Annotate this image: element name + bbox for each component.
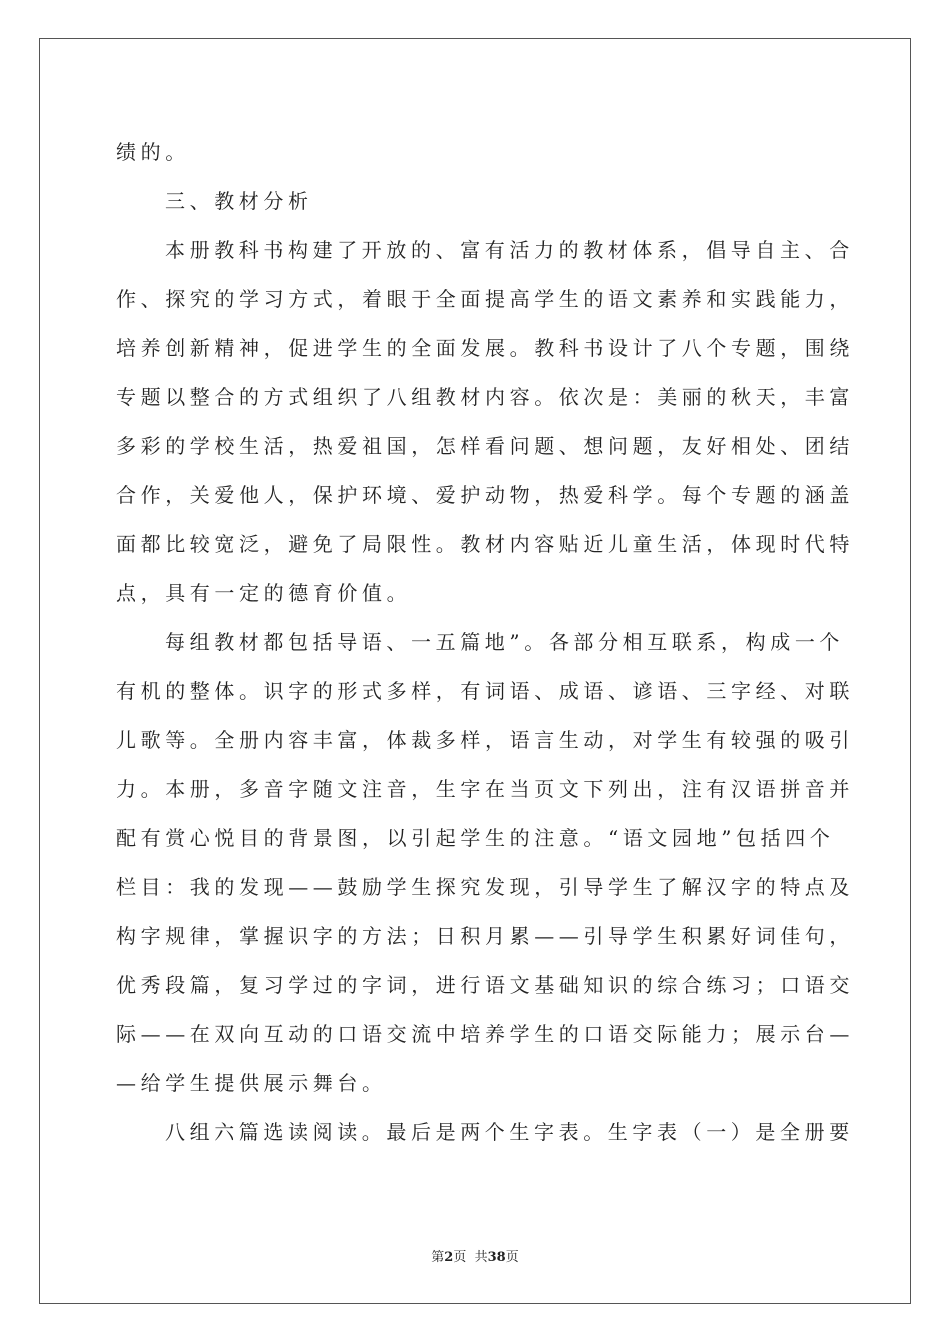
text-line: 合作，关爱他人，保护环境、爱护动物，热爱科学。每个专题的涵盖 bbox=[116, 483, 854, 507]
text-line: 儿歌等。全册内容丰富，体裁多样，语言生动，对学生有较强的吸引 bbox=[116, 728, 854, 752]
text-line: 绩的。 bbox=[116, 140, 190, 164]
current-page-number: 2 bbox=[444, 1250, 454, 1265]
text-line: 八组六篇选读阅读。最后是两个生字表。生字表（一）是全册要 bbox=[165, 1120, 854, 1144]
document-body bbox=[116, 128, 854, 1157]
text-line: 专题以整合的方式组织了八组教材内容。依次是：美丽的秋天，丰富 bbox=[116, 385, 854, 409]
text-line: 多彩的学校生活，热爱祖国，怎样看问题、想问题，友好相处、团结 bbox=[116, 434, 854, 458]
page-footer bbox=[0, 1246, 950, 1265]
total-page-count: 38 bbox=[487, 1250, 506, 1265]
text-line: 力。本册，多音字随文注音，生字在当页文下列出，注有汉语拼音并 bbox=[116, 777, 854, 801]
text-line: —给学生提供展示舞台。 bbox=[116, 1071, 387, 1095]
text-line: 作、探究的学习方式，着眼于全面提高学生的语文素养和实践能力， bbox=[116, 287, 854, 311]
footer-mid: 页 共 bbox=[453, 1250, 488, 1265]
text-line: 面都比较宽泛，避免了局限性。教材内容贴近儿童生活，体现时代特 bbox=[116, 532, 854, 556]
text-line: 际——在双向互动的口语交流中培养学生的口语交际能力；展示台— bbox=[116, 1022, 854, 1046]
section-heading: 三、教材分析 bbox=[165, 189, 313, 213]
text-line: 点，具有一定的德育价值。 bbox=[116, 581, 412, 605]
text-line: 配有赏心悦目的背景图，以引起学生的注意。“语文园地”包括四个 bbox=[116, 826, 835, 850]
footer-suffix: 页 bbox=[505, 1250, 519, 1265]
text-line: 每组教材都包括导语、一五篇地”。各部分相互联系，构成一个 bbox=[165, 630, 845, 654]
text-line: 栏目：我的发现——鼓励学生探究发现，引导学生了解汉字的特点及 bbox=[116, 875, 854, 899]
text-line: 有机的整体。识字的形式多样，有词语、成语、谚语、三字经、对联 bbox=[116, 679, 854, 703]
text-line: 优秀段篇，复习学过的字词，进行语文基础知识的综合练习；口语交 bbox=[116, 973, 854, 997]
footer-prefix: 第 bbox=[431, 1250, 445, 1265]
text-line: 构字规律，掌握识字的方法；日积月累——引导学生积累好词佳句， bbox=[116, 924, 854, 948]
text-line: 培养创新精神，促进学生的全面发展。教科书设计了八个专题，围绕 bbox=[116, 336, 854, 360]
text-line: 本册教科书构建了开放的、富有活力的教材体系，倡导自主、合 bbox=[165, 238, 854, 262]
